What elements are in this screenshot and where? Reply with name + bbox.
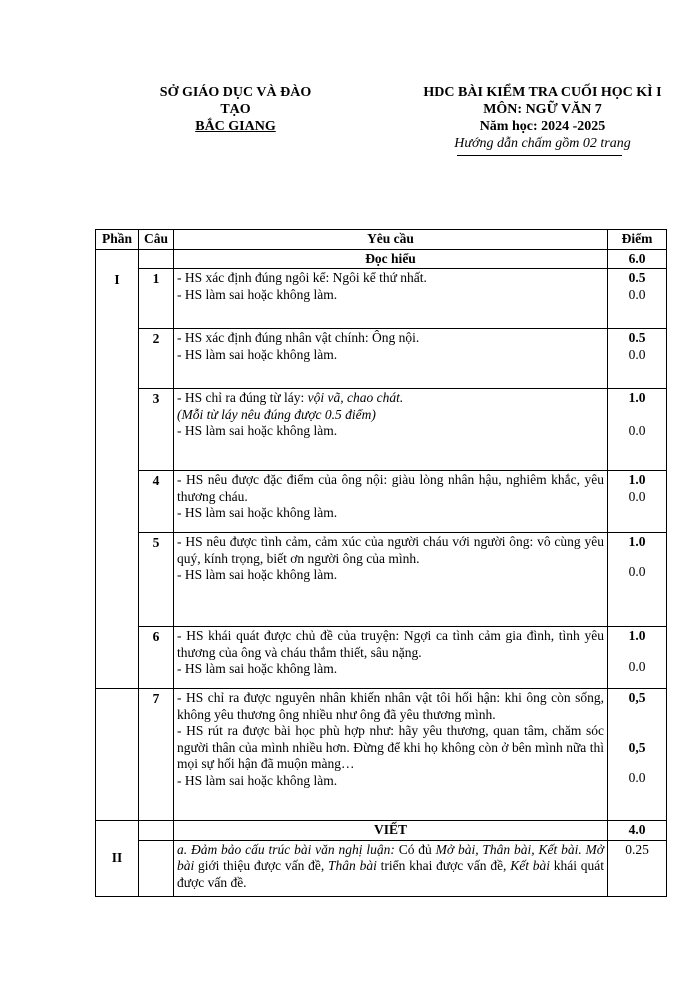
requirement-line: - HS nêu được tình cảm, cảm xúc của người cháu với người ông: vô cùng yêu quý, kính trọng, biết ơn người ông của mình. (177, 534, 604, 566)
part-2-label: II (96, 821, 139, 897)
header-divider (457, 155, 622, 156)
requirement-cell (174, 627, 608, 689)
requirement-cell (174, 471, 608, 533)
score-value: 0.0 (628, 488, 646, 504)
score-value: 0.0 (628, 658, 646, 674)
table-row (96, 627, 667, 689)
requirement-line: - HS làm sai hoặc không làm. (177, 505, 338, 520)
org-name-line3: BẮC GIANG (195, 119, 276, 134)
requirement-highlight: vội vã, chao chát. (307, 390, 404, 405)
score-value: 0,5 (628, 690, 646, 705)
score-value: 1.0 (628, 390, 646, 405)
score-cell (608, 389, 667, 471)
question-number: 3 (139, 389, 174, 471)
section-row-reading (96, 249, 667, 269)
requirement-cell (174, 389, 608, 471)
score-value: 0.0 (628, 563, 646, 579)
requirement-line: - HS khái quát được chủ đề của truyện: Ngợi ca tình cảm gia đình, tình yêu thương của ông và cháu thắm thiết, sâu nặng. (177, 628, 604, 660)
exam-note: Hướng dẫn chấm gồm 02 trang (454, 136, 631, 151)
requirement-line: - HS xác định đúng ngôi kể: Ngôi kể thứ nhất. (177, 270, 427, 285)
question-number: 4 (139, 471, 174, 533)
table-row (96, 689, 667, 821)
score-cell (608, 627, 667, 689)
score-cell (608, 471, 667, 533)
header-question: Câu (139, 230, 174, 250)
requirement-text: - HS chỉ ra đúng từ láy: (177, 390, 308, 405)
requirement-line: - HS làm sai hoặc không làm. (177, 661, 338, 676)
score-value: 0.0 (628, 422, 646, 438)
score-value: 0.25 (625, 841, 649, 857)
requirement-cell (174, 533, 608, 627)
section-row-writing (96, 821, 667, 841)
header-part: Phần (96, 230, 139, 250)
table-row (96, 389, 667, 471)
score-value: 0.0 (628, 346, 646, 362)
score-value: 0,5 (628, 739, 646, 755)
score-value: 1.0 (628, 534, 646, 549)
question-number: 2 (139, 329, 174, 389)
criterion-text: khái quát được vấn đề. (177, 858, 604, 890)
score-value: 1.0 (628, 628, 646, 643)
org-name-line1: SỞ GIÁO DỤC VÀ ĐÀO (159, 85, 312, 100)
table-row (96, 840, 667, 896)
table-row (96, 471, 667, 533)
score-value: 1.0 (628, 472, 646, 487)
criterion-text: giới thiệu được vấn đề, (194, 858, 329, 873)
criterion-text: triển khai được vấn đề, (376, 858, 511, 873)
header-requirement: Yêu cầu (174, 230, 608, 250)
section-title-writing: VIẾT (174, 821, 608, 841)
requirement-line: - HS làm sai hoặc không làm. (177, 567, 338, 582)
requirement-note: (Mỗi từ láy nêu đúng được 0.5 điểm) (177, 406, 376, 422)
requirement-line: - HS làm sai hoặc không làm. (177, 286, 338, 302)
table-row (96, 269, 667, 329)
requirement-line: - HS rút ra được bài học phù hợp như: hãy yêu thương, quan tâm, chăm sóc người thân của mình nhiều hơn. Đừng để khi họ không còn ở bên mình nữa thì mọi sự hối hận đã muộn màng… (177, 723, 604, 771)
requirement-cell (174, 269, 608, 329)
criterion-parts: Mở bài, Thân bài, Kết bài. Mở bài (177, 841, 604, 873)
header-score: Điểm (608, 230, 667, 250)
requirement-line: - HS nêu được đặc điểm của ông nội: giàu lòng nhân hậu, nghiêm khắc, yêu thương cháu. (177, 472, 604, 504)
requirement-line: - HS làm sai hoặc không làm. (177, 772, 338, 788)
criterion-text: Có đủ (394, 841, 436, 857)
requirement-cell (174, 840, 608, 896)
requirement-cell (174, 689, 608, 821)
exam-header (395, 84, 690, 152)
criterion-title: a. Đảm bảo cấu trúc bài văn nghị luận: (177, 841, 395, 857)
question-number: 6 (139, 627, 174, 689)
score-cell (608, 269, 667, 329)
section-score-writing: 4.0 (608, 821, 667, 841)
grading-table (95, 229, 667, 897)
question-number: 7 (139, 689, 174, 821)
section-score-reading: 6.0 (608, 249, 667, 269)
score-cell (608, 689, 667, 821)
requirement-cell (174, 329, 608, 389)
requirement-line: - HS xác định đúng nhân vật chính: Ông nội. (177, 330, 420, 345)
score-value: 0.5 (628, 330, 646, 345)
question-number: 1 (139, 269, 174, 329)
table-row (96, 329, 667, 389)
exam-year: Năm học: 2024 -2025 (479, 119, 606, 134)
exam-subject: MÔN: NGỮ VĂN 7 (483, 102, 602, 117)
score-cell (608, 840, 667, 896)
score-value: 0.0 (628, 286, 646, 302)
section-title-reading: Đọc hiểu (174, 249, 608, 269)
org-header (128, 84, 343, 135)
part-1-label: I (96, 249, 139, 689)
requirement-line: - HS làm sai hoặc không làm. (177, 423, 338, 438)
exam-title: HDC BÀI KIỂM TRA CUỐI HỌC KÌ I (423, 85, 662, 100)
requirement-line: - HS làm sai hoặc không làm. (177, 346, 338, 362)
table-row (96, 533, 667, 627)
criterion-body: Thân bài (328, 858, 377, 873)
score-cell (608, 329, 667, 389)
score-value: 0.5 (628, 270, 646, 285)
score-cell (608, 533, 667, 627)
requirement-line (177, 390, 604, 407)
table-header-row (96, 230, 667, 250)
score-value: 0.0 (628, 770, 646, 785)
criterion-conclusion: Kết bài (510, 858, 550, 873)
question-number: 5 (139, 533, 174, 627)
org-name-line2: TẠO (220, 102, 251, 117)
requirement-line: - HS chỉ ra được nguyên nhân khiến nhân vật tôi hối hận: khi ông còn sống, không yêu thương ông nhiều như ông đã yêu thương mình. (177, 690, 604, 722)
